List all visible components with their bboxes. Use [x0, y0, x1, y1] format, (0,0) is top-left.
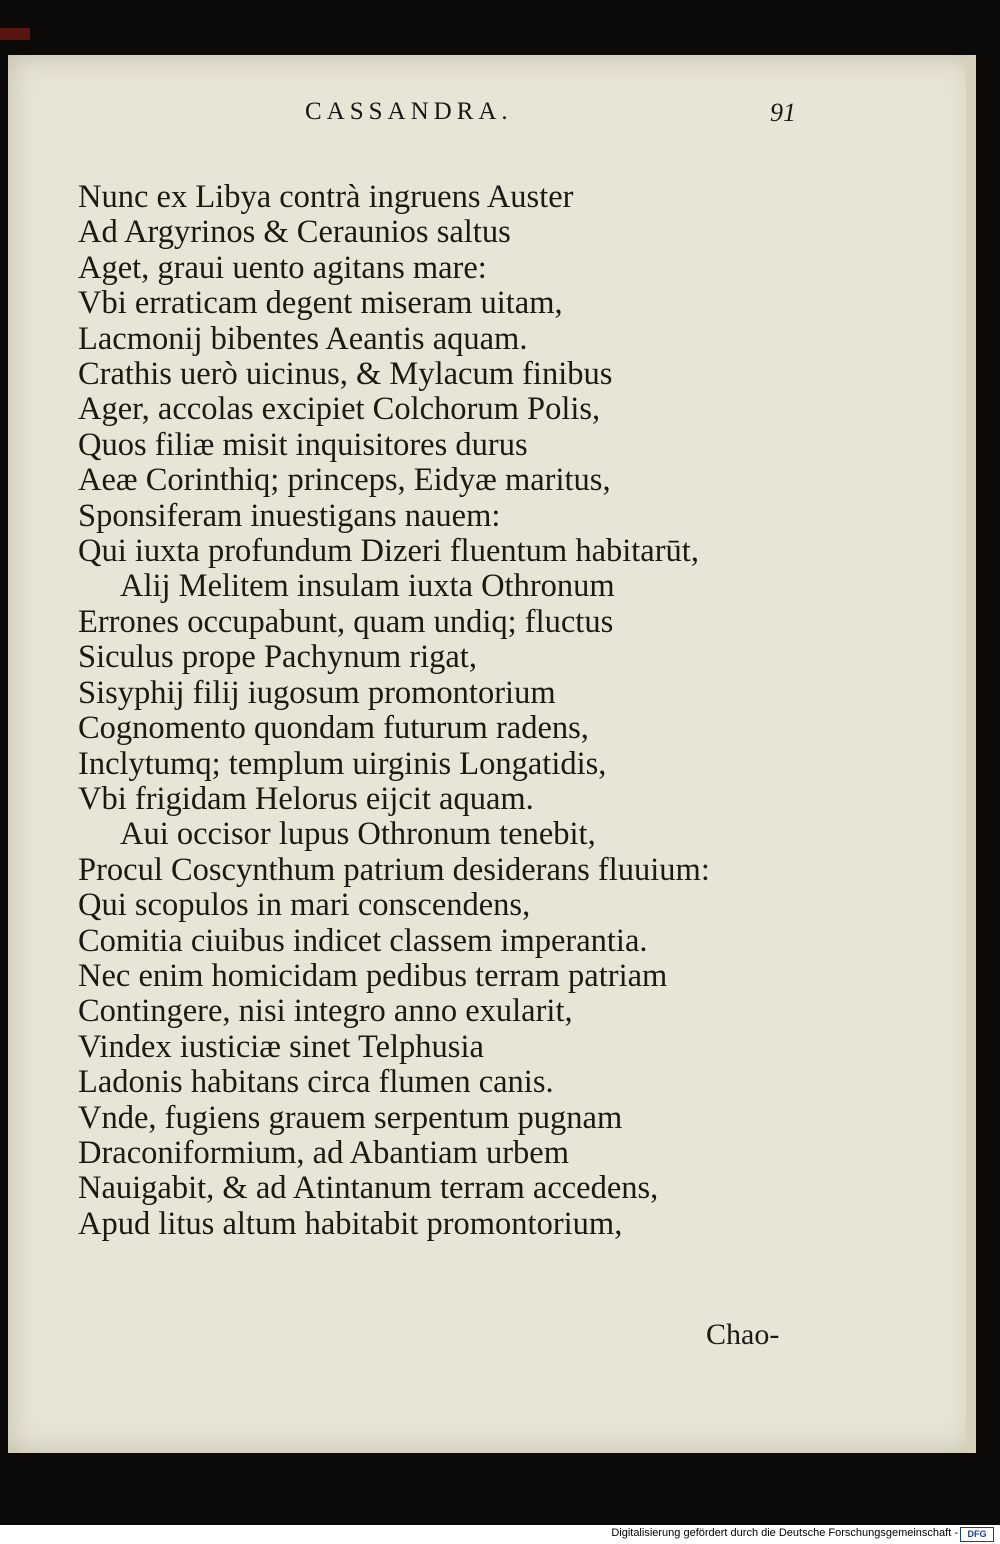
- verse-line: Contingere, nisi integro anno exularit,: [78, 993, 573, 1030]
- catchword: Chao-: [706, 1318, 780, 1351]
- verse-line: Qui iuxta profundum Dizeri fluentum habitarūt,: [78, 533, 699, 570]
- dfg-logo: DFG: [960, 1527, 994, 1542]
- verse-line: Vbi erraticam degent miseram uitam,: [78, 285, 563, 322]
- verse-line: Ager, accolas excipiet Colchorum Polis,: [78, 391, 601, 428]
- funding-credit: Digitalisierung gefördert durch die Deutsche Forschungsgemeinschaft -: [611, 1527, 958, 1539]
- verse-line: Cognomento quondam futurum radens,: [78, 710, 589, 747]
- verse-line: Nauigabit, & ad Atintanum terram accedens,: [78, 1170, 659, 1207]
- page-number: 91: [770, 98, 796, 127]
- verse-line: Crathis uerò uicinus, & Mylacum finibus: [78, 356, 613, 393]
- poem-text: [78, 180, 958, 1242]
- verse-line: Aui occisor lupus Othronum tenebit,: [120, 816, 596, 853]
- verse-line: Sponsiferam inuestigans nauem:: [78, 497, 501, 534]
- verse-line: Draconiformium, ad Abantiam urbem: [78, 1134, 569, 1171]
- verse-line: Apud litus altum habitabit promontorium,: [78, 1205, 623, 1242]
- running-title: CASSANDRA.: [305, 98, 513, 125]
- verse-line: Sisyphij filij iugosum promontorium: [78, 674, 556, 711]
- verse-line: Nec enim homicidam pedibus terram patriam: [78, 957, 668, 994]
- footer-bar: [0, 1525, 1000, 1544]
- page-edge: [966, 55, 976, 1453]
- verse-line: Aget, graui uento agitans mare:: [78, 249, 487, 286]
- verse-line: Inclytumq; templum uirginis Longatidis,: [78, 745, 607, 782]
- verse-line: Vnde, fugiens grauem serpentum pugnam: [78, 1099, 623, 1136]
- verse-line: Quos filiæ misit inquisitores durus: [78, 426, 528, 463]
- verse-line: Alij Melitem insulam iuxta Othronum: [120, 568, 615, 605]
- verse-line: Procul Coscynthum patrium desiderans fluuium:: [78, 851, 710, 888]
- verse-line: Ladonis habitans circa flumen canis.: [78, 1064, 554, 1101]
- verse-line: Ad Argyrinos & Ceraunios saltus: [78, 214, 511, 251]
- binding-mark: [0, 28, 30, 40]
- verse-line: Vindex iusticiæ sinet Telphusia: [78, 1028, 484, 1065]
- verse-line: Nunc ex Libya contrà ingruens Auster: [78, 179, 574, 215]
- verse-line: Siculus prope Pachynum rigat,: [78, 639, 477, 676]
- verse-line: Lacmonij bibentes Aeantis aquam.: [78, 320, 528, 357]
- verse-line: Vbi frigidam Helorus eijcit aquam.: [78, 780, 534, 817]
- verse-line: Comitia ciuibus indicet classem imperantia.: [78, 922, 648, 959]
- verse-line: Errones occupabunt, quam undiq; fluctus: [78, 603, 614, 640]
- verse-line: Qui scopulos in mari conscendens,: [78, 887, 531, 924]
- verse-line: Aeæ Corinthiq; princeps, Eidyæ maritus,: [78, 462, 611, 499]
